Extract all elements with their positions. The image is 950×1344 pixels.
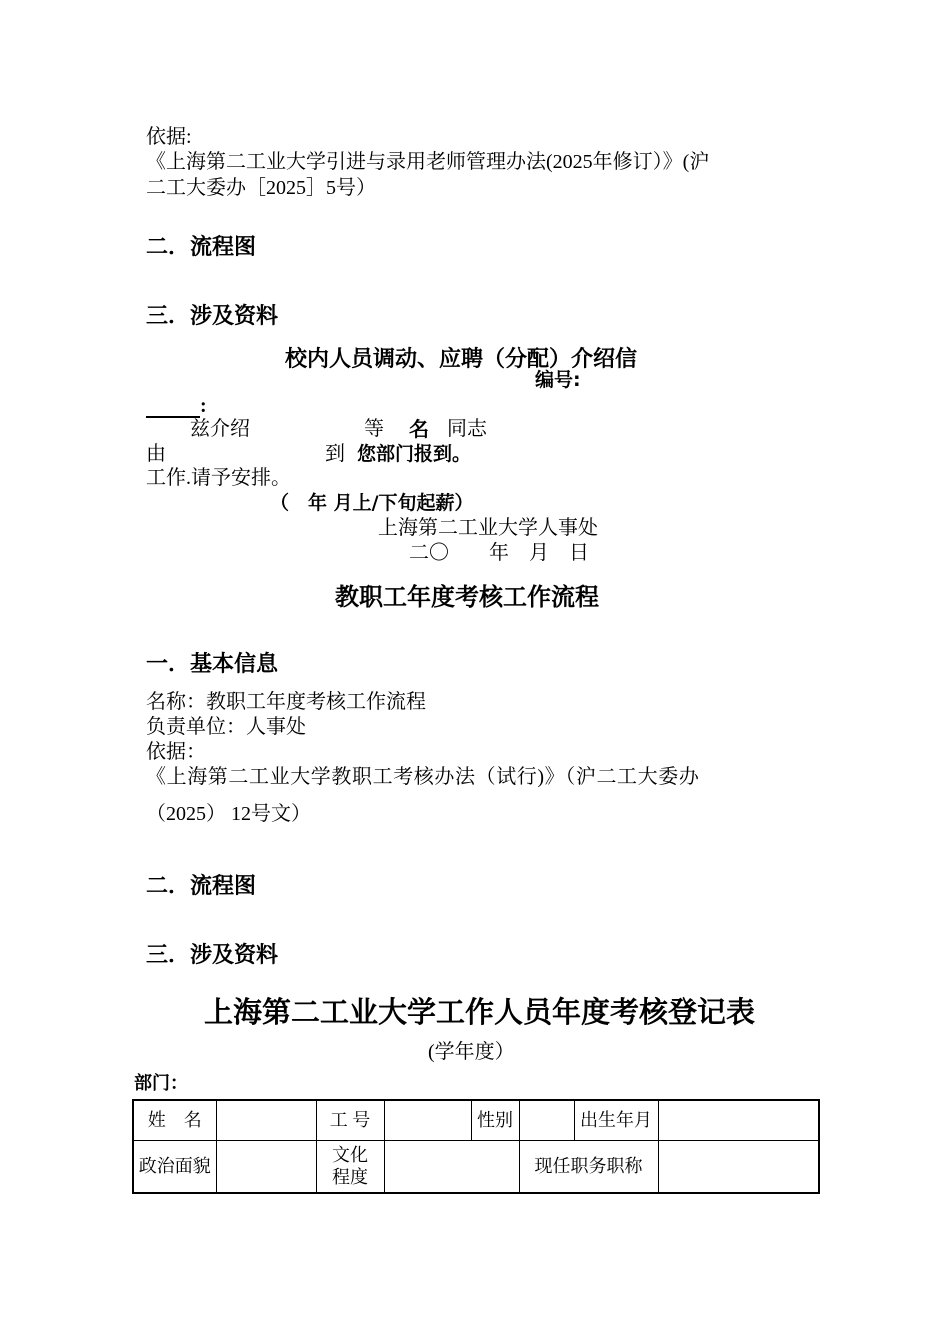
cell-position-label: 现任职务职称 (519, 1140, 658, 1193)
letter-tongzhi: 同志 (447, 418, 487, 440)
education-label-line: 文化 (332, 1145, 368, 1166)
education-label-line: 程度 (332, 1167, 368, 1188)
cell-political-value[interactable] (216, 1140, 316, 1193)
cell-gender-value[interactable] (519, 1100, 574, 1140)
cell-name-value[interactable] (216, 1100, 316, 1140)
letter-you: 由 (146, 443, 166, 465)
appraisal-name: 名称：教职工年度考核工作流程 (146, 691, 426, 713)
letter-ming: 名 (409, 417, 429, 441)
form-subtitle: (学年度） (428, 1041, 515, 1063)
heading-basic-info: 一．基本信息 (146, 652, 279, 677)
cell-education-value[interactable] (384, 1140, 519, 1193)
heading-materials: 三．涉及资料 (146, 304, 279, 329)
table-row (133, 1140, 819, 1193)
cell-gender-label: 性别 (471, 1100, 519, 1140)
appraisal-dept: 负责单位：人事处 (146, 716, 306, 738)
letter-title: 校内人员调动、应聘（分配）介绍信 (285, 347, 638, 372)
heading-materials: 三．涉及资料 (146, 943, 279, 968)
letter-arrange: 工作.请予安排。 (146, 467, 291, 489)
form-dept-label: 部门： (134, 1073, 188, 1094)
letter-report: 您部门报到。 (357, 443, 472, 465)
cell-political-label: 政治面貌 (133, 1140, 216, 1193)
letter-issuer: 上海第二工业大学人事处 (378, 517, 598, 539)
appraisal-title: 教职工年度考核工作流程 (335, 583, 599, 611)
basis-line: 《上海第二工业大学引进与录用老师管理办法(2025年修订）》(沪 (146, 151, 710, 173)
letter-intro: 兹介绍 (190, 418, 250, 440)
letter-salary: （ 年 月上/下旬起薪） (270, 492, 474, 514)
appraisal-basis-line: （2025） 12号文） (146, 803, 311, 825)
table-row (133, 1100, 819, 1140)
cell-position-value[interactable] (658, 1140, 819, 1193)
basis-label: 依据: (146, 126, 192, 148)
basis-line: 二工大委办［2025］5号） (146, 177, 376, 199)
cell-birth-label: 出生年月 (574, 1100, 658, 1140)
form-title: 上海第二工业大学工作人员年度考核登记表 (204, 995, 756, 1029)
cell-staff-no-label: 工 号 (316, 1100, 384, 1140)
cell-staff-no-value[interactable] (384, 1100, 471, 1140)
appraisal-basis-label: 依据： (146, 741, 206, 763)
cell-education-label (316, 1140, 384, 1193)
registration-table (132, 1099, 820, 1194)
heading-flow-chart: 二．流程图 (146, 235, 257, 260)
letter-dao: 到 (325, 443, 345, 465)
letter-addressee: : (146, 394, 207, 418)
cell-name-label: 姓 名 (133, 1100, 216, 1140)
appraisal-basis-line: 《上海第二工业大学教职工考核办法（试行)》（沪二工大委办 (146, 766, 700, 788)
cell-birth-value[interactable] (658, 1100, 819, 1140)
letter-number-label: 编号: (535, 369, 581, 391)
letter-deng: 等 (364, 418, 384, 440)
addressee-blank (146, 398, 200, 418)
heading-flow-chart: 二．流程图 (146, 874, 257, 899)
letter-date: 二〇 年 月 日 (409, 542, 589, 564)
